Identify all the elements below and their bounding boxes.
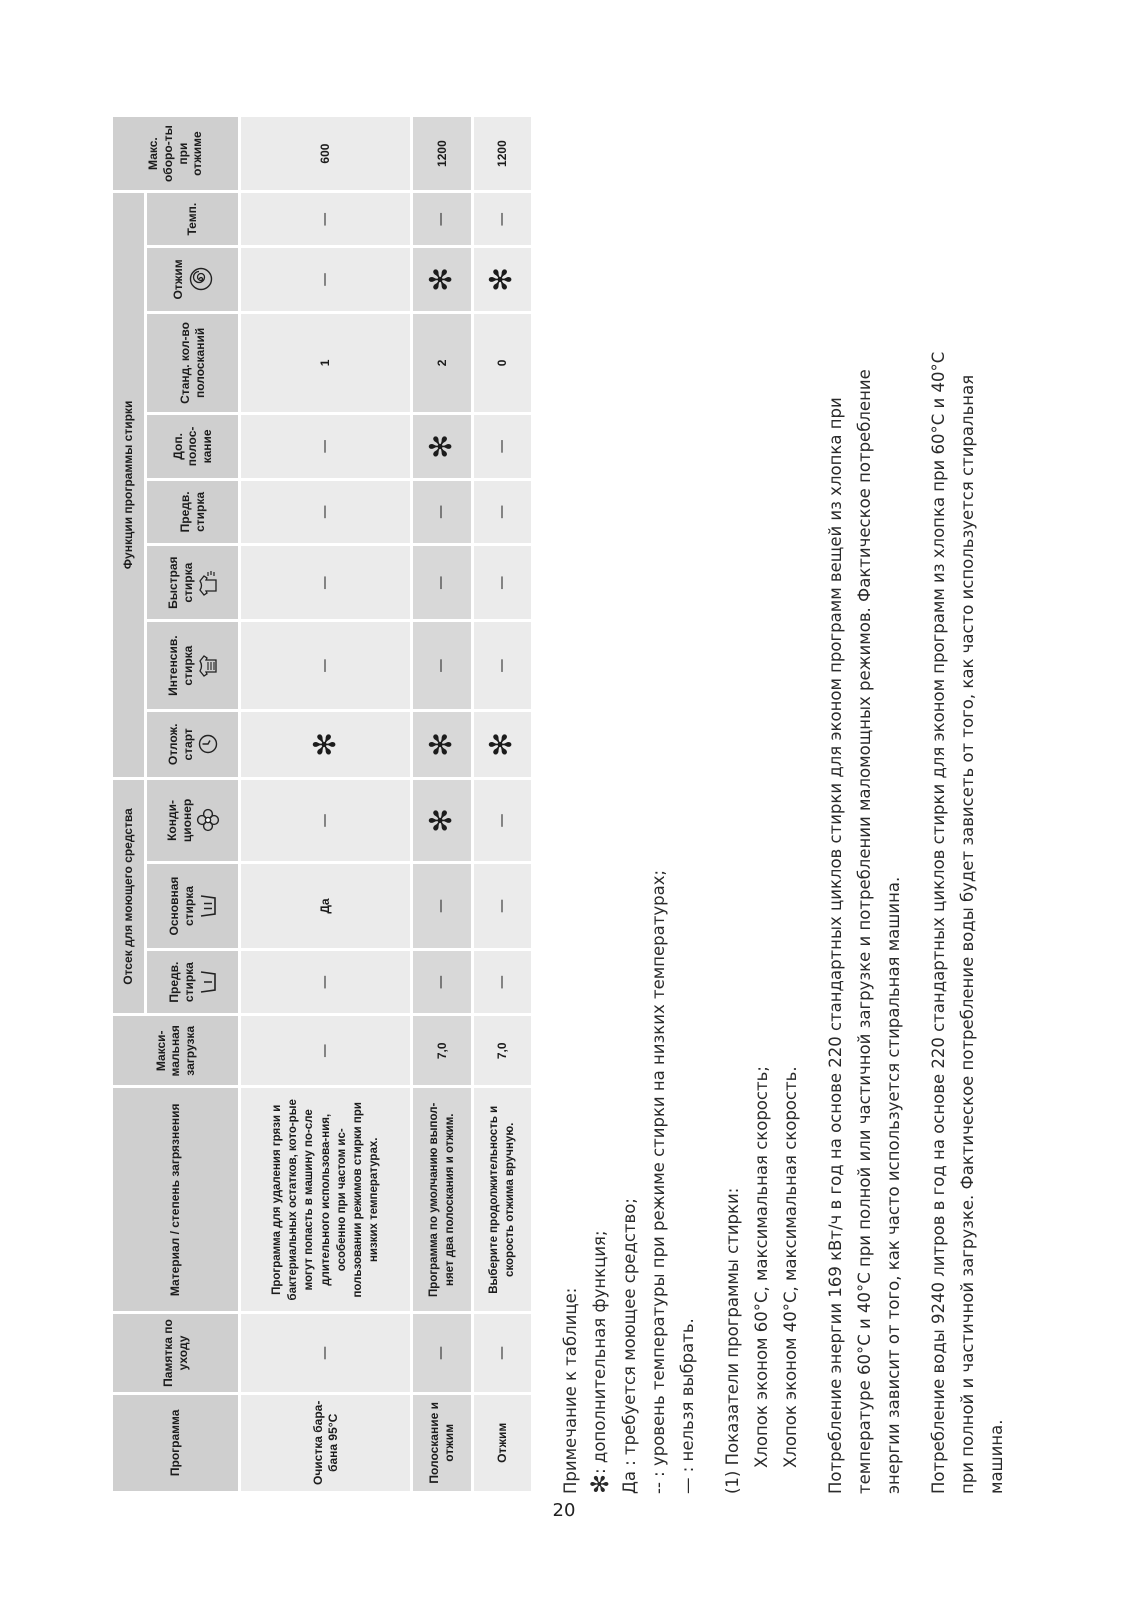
cell-max-load: — <box>240 1015 412 1087</box>
note-star <box>585 114 615 1494</box>
cell-temp: — <box>412 192 472 247</box>
detergent-compartment-2-icon <box>198 893 218 919</box>
group-header-compartment: Отсек для моющего средства <box>112 778 146 1015</box>
star-symbol: ✻ <box>586 1473 614 1494</box>
cell-prewash-func: — <box>240 479 412 545</box>
indicator-2: Хлопок эконом 40°C, максимальная скорость. <box>781 1066 800 1468</box>
cell-std-rinses: 2 <box>412 312 472 413</box>
cell-material: Программа по умолчанию выпол-няет два полоскания и отжим. <box>412 1087 472 1313</box>
cell-delay-start: ✻ <box>240 711 412 779</box>
note-star-text: : дополнительная функция; <box>590 1230 609 1474</box>
header-spin-label: Отжим <box>171 259 186 300</box>
cell-prewash-comp: — <box>240 949 412 1015</box>
cell-care: — <box>240 1313 412 1393</box>
header-temp: Темп. <box>146 192 240 247</box>
cell-std-rinses: 1 <box>240 312 412 413</box>
cell-spin: ✻ <box>472 247 532 313</box>
water-line-3: машина. <box>987 1419 1006 1494</box>
cell-max-load: 7,0 <box>412 1015 472 1087</box>
indicator-1: Хлопок эконом 60°C, максимальная скорость; <box>752 1066 771 1468</box>
water-line-2: при полной и частичной загрузке. Фактическое потребление воды будет зависеть от того, как часто используется стиральная <box>958 374 977 1494</box>
cell-spin: — <box>240 247 412 313</box>
intensive-shirt-icon <box>197 653 219 679</box>
water-paragraph <box>924 114 1011 1494</box>
note-low-temp: -- : уровень температуры при режиме стирки на низких температурах; <box>649 869 668 1494</box>
cell-softener: — <box>472 778 532 863</box>
energy-line-2: температуре 60°C и 40°C при полной или частичной загрузке и потреблении маломощных режимов. Фактическое потребление <box>855 369 874 1494</box>
cell-program: Отжим <box>472 1393 532 1492</box>
header-prewash-function: Предв. стирка <box>146 479 240 545</box>
header-extra-rinse: Доп. полос-кание <box>146 414 240 480</box>
header-max-spin: Макс. оборо-ты при отжиме <box>112 116 240 192</box>
header-max-load: Макси-мальная загрузка <box>112 1015 240 1087</box>
notes-title: Примечание к таблице: <box>561 1287 580 1494</box>
group-header-functions: Функции программы стирки <box>112 192 146 778</box>
cell-program: Очистка бара-бана 95°C <box>240 1393 412 1492</box>
indicators-title: (1) Показатели программы стирки: <box>723 1187 742 1494</box>
cell-prewash-comp: — <box>412 949 472 1015</box>
header-softener <box>146 778 240 863</box>
cell-softener: — <box>240 778 412 863</box>
cell-care: — <box>412 1313 472 1393</box>
page-number: 20 <box>552 1500 576 1521</box>
header-delay-start-label: Отлож. старт <box>165 723 195 766</box>
cell-care: — <box>472 1313 532 1393</box>
header-intensive-label: Интенсив. стирка <box>165 635 195 696</box>
cell-mainwash-comp: Да <box>240 863 412 950</box>
cell-spin: ✻ <box>412 247 472 313</box>
header-care-label: Памятка по уходу <box>112 1313 240 1393</box>
cell-prewash-func: — <box>412 479 472 545</box>
note-yes: Да : требуется моющее средство; <box>620 1198 639 1494</box>
header-intensive <box>146 621 240 711</box>
energy-line-1: Потребление энергии 169 кВт/ч в год на основе 220 стандартных циклов стирки для эконом программ вещей из хлопка при <box>826 397 845 1494</box>
header-prewash-compartment-label: Предв. стирка <box>166 961 196 1003</box>
cell-quick: — <box>472 545 532 621</box>
cell-quick: — <box>240 545 412 621</box>
header-softener-label: Конди-ционер <box>164 798 194 843</box>
cell-softener: ✻ <box>412 778 472 863</box>
cell-delay-start: ✻ <box>472 711 532 779</box>
header-delay-start <box>146 711 240 779</box>
cell-mainwash-comp: — <box>472 863 532 950</box>
cell-material: Программа для удаления грязи и бактериальных остатков, кото-рые могут попасть в машину по-сле длительного использова-ния, особенно при частом ис-пользовании режимов стирки при низких температурах. <box>240 1087 412 1313</box>
cell-temp: — <box>472 192 532 247</box>
cell-max-spin: 1200 <box>472 116 532 192</box>
header-material: Материал / степень загрязнения <box>112 1087 240 1313</box>
table-row <box>240 116 412 1493</box>
header-quick <box>146 545 240 621</box>
header-spin <box>146 247 240 313</box>
cell-delay-start: ✻ <box>412 711 472 779</box>
energy-line-3: энергии зависит от того, как часто используется стиральная машина. <box>884 876 903 1494</box>
table-row <box>412 116 472 1493</box>
note-dash: — : нельзя выбрать. <box>678 1318 697 1494</box>
cell-program: Полоскание и отжим <box>412 1393 472 1492</box>
energy-paragraph <box>821 114 908 1494</box>
flower-icon <box>196 808 220 832</box>
cell-max-spin: 1200 <box>412 116 472 192</box>
cell-prewash-func: — <box>472 479 532 545</box>
cell-intensive: — <box>240 621 412 711</box>
water-line-1: Потребление воды 9240 литров в год на основе 220 стандартных циклов стирки для эконом программ из хлопка при 60°C и 40°C <box>929 351 948 1494</box>
cell-quick: — <box>412 545 472 621</box>
header-std-rinses: Станд. кол-во полосканий <box>146 312 240 413</box>
header-program: Программа <box>112 1393 240 1492</box>
header-quick-label: Быстрая стирка <box>165 556 195 609</box>
detergent-compartment-1-icon <box>198 969 218 995</box>
cell-max-spin: 600 <box>240 116 412 192</box>
header-mainwash-compartment-label: Основная стирка <box>166 876 196 936</box>
header-mainwash-compartment <box>146 863 240 950</box>
clock-icon <box>197 733 219 755</box>
cell-extra-rinse: ✻ <box>412 414 472 480</box>
cell-std-rinses: 0 <box>472 312 532 413</box>
cell-extra-rinse: — <box>472 414 532 480</box>
spiral-icon <box>188 266 214 292</box>
cell-intensive: — <box>472 621 532 711</box>
program-table <box>110 114 534 1494</box>
cell-prewash-comp: — <box>472 949 532 1015</box>
header-prewash-compartment <box>146 949 240 1015</box>
table-notes <box>556 114 1011 1494</box>
cell-max-load: 7,0 <box>472 1015 532 1087</box>
cell-temp: — <box>240 192 412 247</box>
quick-wash-shirt-icon <box>197 569 219 597</box>
cell-material: Выберите продолжительность и скорость отжима вручную. <box>472 1087 532 1313</box>
cell-intensive: — <box>412 621 472 711</box>
rotated-page-content <box>110 114 1006 1494</box>
table-row <box>472 116 532 1493</box>
cell-extra-rinse: — <box>240 414 412 480</box>
cell-mainwash-comp: — <box>412 863 472 950</box>
